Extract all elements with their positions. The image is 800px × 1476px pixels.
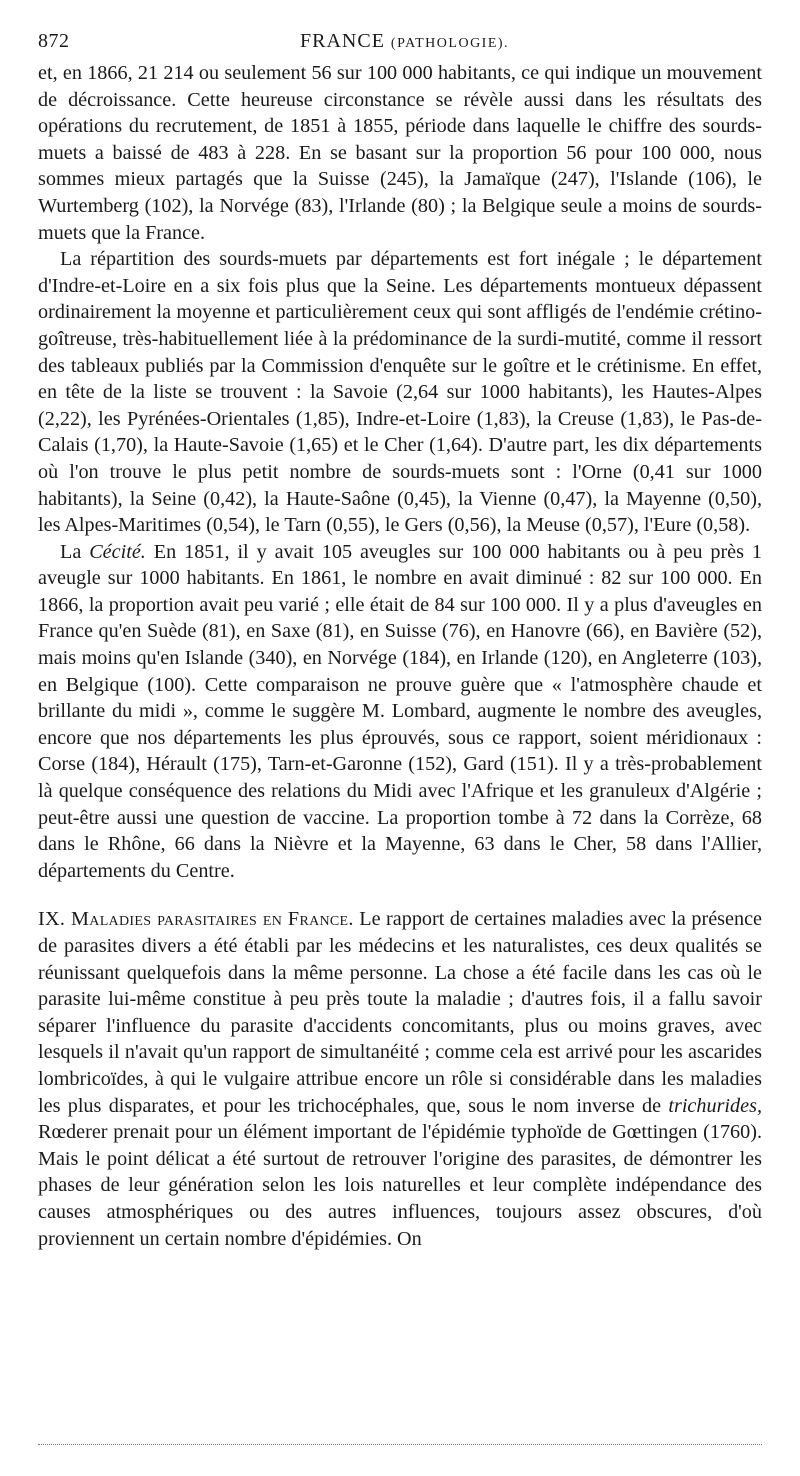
blindness-text: En 1851, il y avait 105 aveugles sur 100 000 habitants ou à peu près 1 aveugle sur 1000 habitants. En 1861, le nombre en avait diminué : 82 sur 100 000. En 1866, la proportion avait peu varié ; elle était de 84 sur 100 000. Il y a plus d'aveugles en France qu'en Suède (81), en Saxe (81), en Suisse (76), en Hanovre (66), en Bavière (52), mais moins qu'en Islande (340), en Norvége (184), en Irlande (120), en Angleterre (103), en Belgique (100). Cette comparaison ne prouve guère que « l'atmosphère chaude et brillante du midi », comme le suggère M. Lombard, augmente le nombre des aveugles, encore que nos départements les plus éprouvés, sous ce rapport, soient méridionaux : Corse (184), Hérault (175), Tarn-et-Garonne (152), Gard (151). Il y a très-probablement là quelque conséquence des relations du Midi avec l'Afrique et les granuleux d'Algérie ; peut-être aussi une question de vaccine. La proportion tombe à 72 dans la Corrèze, 68 dans le Rhône, 66 dans la Nièvre et la Mayenne, 63 dans le Cher, 58 dans l'Allier, départements du Centre.	[38, 540, 762, 882]
section-gap	[38, 884, 762, 906]
footer-dotted-rule	[38, 1444, 762, 1445]
paragraph-departments-distribution: La répartition des sourds-muets par départements est fort inégale ; le département d'Indre-et-Loire en a six fois plus que la Seine. Les départements montueux dépassent ordinairement la moyenne et particulièrement ceux qui sont affligés de l'endémie crétino-goîtreuse, très-habituellement liée à la prédominance de la surdi-mutité, comme il ressort des tableaux publiés par la Commission d'enquête sur le goître et le crétinisme. En effet, en tête de la liste se trouvent : la Savoie (2,64 sur 1000 habitants), les Hautes-Alpes (2,22), les Pyrénées-Orientales (1,85), Indre-et-Loire (1,83), la Creuse (1,83), le Pas-de-Calais (1,70), la Haute-Savoie (1,65) et le Cher (1,64). D'autre part, les dix départements où l'on trouve le plus petit nombre de sourds-muets sont : l'Orne (0,41 sur 1000 habitants), la Seine (0,42), la Haute-Saône (0,45), la Vienne (0,47), la Mayenne (0,50), les Alpes-Maritimes (0,54), le Tarn (0,55), le Gers (0,56), la Meuse (0,57), l'Eure (0,58).	[38, 248, 762, 537]
section-parasitic-diseases	[38, 906, 762, 1252]
section-text-part1: Le rapport de certaines maladies avec la présence de parasites divers a été établi par les médecins et les naturalistes, ces deux qualités se réunissant quelquefois dans la même personne. La chose a été facile dans les cas où le parasite lui-même constitue à peu près toute la maladie ; d'autres fois, il a fallu savoir séparer l'influence du parasite d'accidents concomitants, plus ou moins graves, avec lesquels il n'avait qu'un rapport de simultanéité ; comme cela est arrivé pour les ascarides lombricoïdes, à qui le vulgaire attribue encore un rôle si considérable dans les maladies les plus disparates, et pour les trichocéphales, que, sous le nom inverse de	[38, 908, 762, 1117]
page	[38, 26, 762, 1252]
section-term: trichurides,	[668, 1094, 763, 1117]
blindness-term: Cécité.	[89, 540, 146, 563]
paragraph-deaf-mute-statistics: et, en 1866, 21 214 ou seulement 56 sur 100 000 habitants, ce qui indique un mouvement de décroissance. Cette heureuse circonstance se révèle aussi dans les résultats des opérations du recrutement, de 1851 à 1855, période dans laquelle le chiffre des sourds-muets a baissé de 483 à 228. En se basant sur la proportion 56 pour 100 000, nous sommes mieux partagés que la Suisse (245), la Jamaïque (247), l'Islande (106), le Wurtemberg (102), la Norvége (83), l'Irlande (80) ; la Belgique seule a moins de sourds-muets que la France.	[38, 62, 762, 244]
body-text	[38, 60, 762, 1252]
running-title-subtitle: (PATHOLOGIE).	[390, 36, 510, 51]
page-number: 872	[38, 30, 70, 52]
blindness-lead: La	[60, 540, 82, 563]
section-text-part2: Rœderer prenait pour un élément important de l'épidémie typhoïde de Gœttingen (1760). Mais le point délicat a été surtout de retrouver l'origine des parasites, de démontrer les phases de leur génération selon les lois naturelles et leur complète indépendance des causes atmosphériques ou des autres influences, toujours assez obscures, d'où proviennent un certain nombre d'épidémies. On	[38, 1121, 762, 1250]
paragraph-blindness	[38, 539, 762, 885]
running-title-main: FRANCE	[300, 30, 385, 52]
running-head	[38, 26, 762, 60]
running-title	[300, 30, 509, 53]
section-heading: IX. Maladies parasitaires en France.	[38, 908, 354, 931]
